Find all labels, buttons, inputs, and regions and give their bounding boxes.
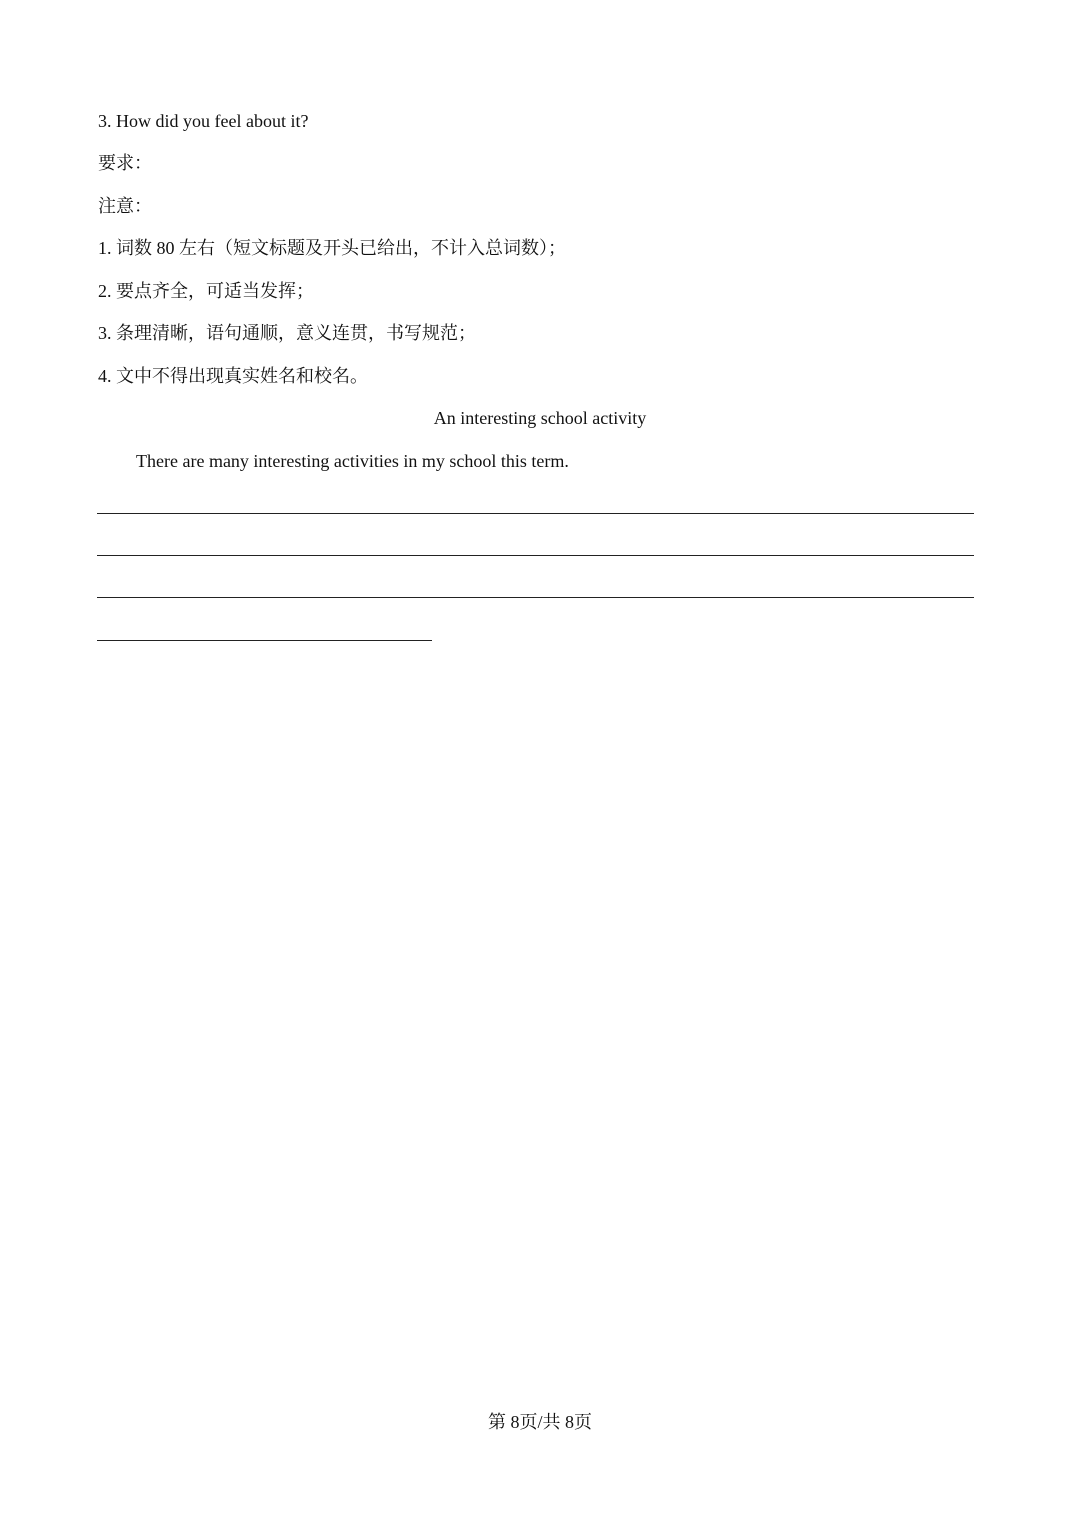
page-number: 第 8页/共 8页 xyxy=(487,1412,592,1432)
note-item-1: 1. 词数 80 左右（短文标题及开头已给出，不计入总词数）； xyxy=(98,238,566,258)
requirements-label: 要求： xyxy=(98,153,152,173)
writing-line-1 xyxy=(97,513,974,514)
essay-title: An interesting school activity xyxy=(433,408,647,428)
note-item-2: 2. 要点齐全，可适当发挥； xyxy=(98,281,314,301)
note-item-4: 4. 文中不得出现真实姓名和校名。 xyxy=(98,366,368,386)
writing-line-2 xyxy=(97,555,974,556)
notes-label: 注意： xyxy=(98,196,152,216)
essay-opening-sentence: There are many interesting activities in my school this term. xyxy=(136,451,569,471)
writing-line-3 xyxy=(97,597,974,598)
note-item-3: 3. 条理清晰，语句通顺，意义连贯，书写规范； xyxy=(98,323,476,343)
writing-line-4 xyxy=(97,640,432,641)
question-3: 3. How did you feel about it? xyxy=(98,111,309,131)
